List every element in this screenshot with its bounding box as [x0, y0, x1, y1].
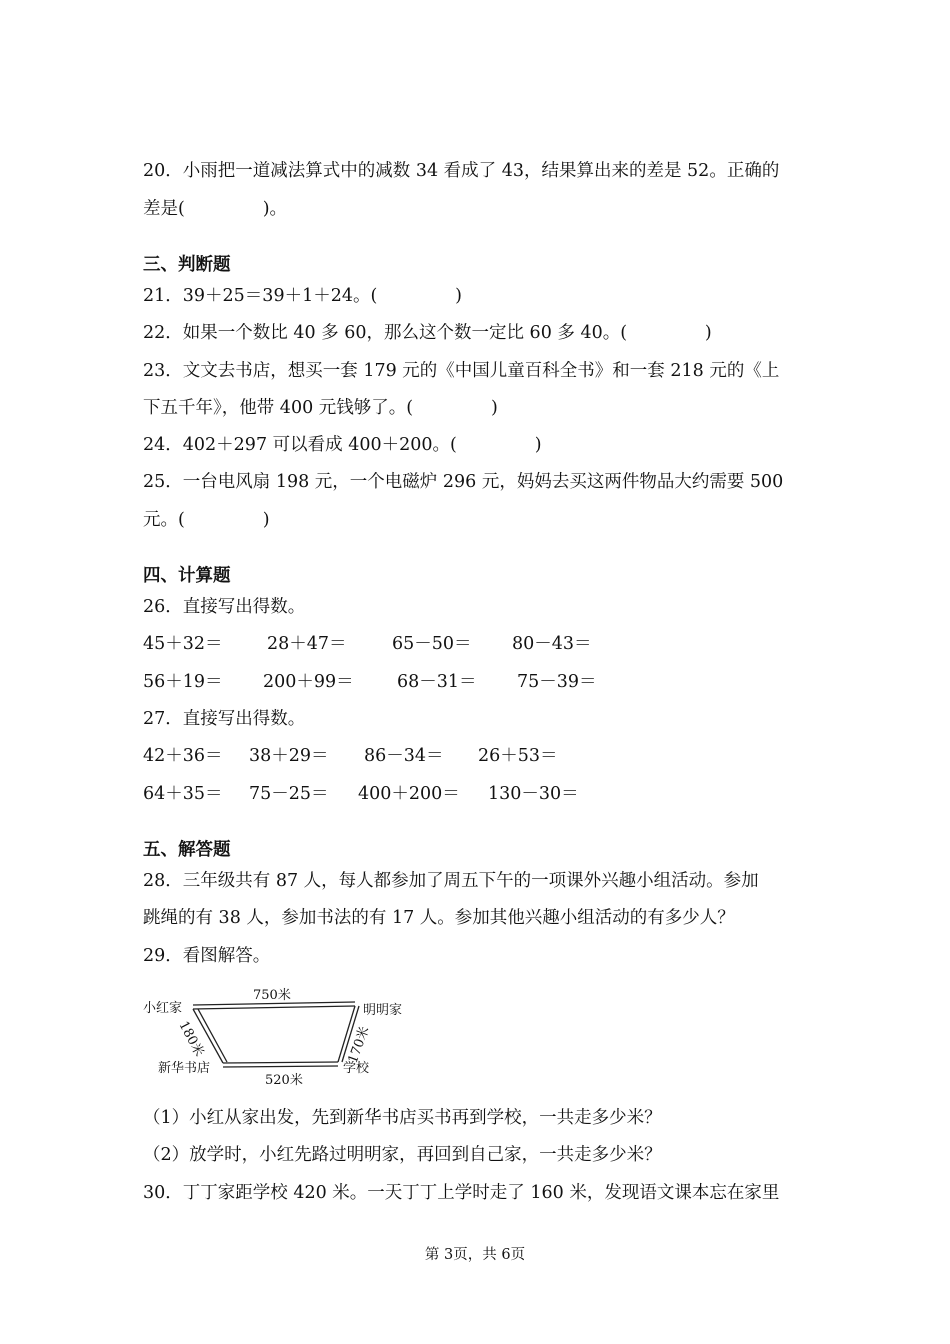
q30-line1: 30．丁丁家距学校 420 米。一天丁丁上学时走了 160 米，发现语文课本忘在家里: [143, 1183, 780, 1203]
q29-sub1: （1）小红从家出发，先到新华书店买书再到学校，一共走多少米？: [143, 1108, 662, 1128]
calc-item: 64＋35＝: [143, 784, 223, 804]
q28-line2: 跳绳的有 38 人，参加书法的有 17 人。参加其他兴趣小组活动的有多少人？: [143, 908, 735, 928]
calc-item: 26＋53＝: [478, 746, 558, 766]
calc-item: 38＋29＝: [249, 746, 329, 766]
section3-title: 三、判断题: [143, 255, 231, 275]
label-bookstore: 新华书店: [158, 1061, 211, 1076]
q20-line1: 20．小雨把一道减法算式中的减数 34 看成了 43，结果算出来的差是 52。正确的: [143, 161, 780, 181]
section4-title: 四、计算题: [143, 566, 231, 586]
q20-line2: 差是( )。: [143, 199, 288, 219]
q23-line1: 23．文文去书店，想买一套 179 元的《中国儿童百科全书》和一套 218 元的《上: [143, 361, 780, 381]
q25-line1: 25．一台电风扇 198 元，一个电磁炉 296 元，妈妈去买这两件物品大约需要 500: [143, 472, 784, 492]
calc-item: 75－39＝: [517, 672, 597, 692]
calc-item: 200＋99＝: [263, 672, 354, 692]
route-diagram: [143, 986, 418, 1086]
q29-prompt: 29．看图解答。: [143, 946, 271, 966]
page-footer: 第 3页，共 6页: [424, 1247, 526, 1263]
calc-item: 75－25＝: [249, 784, 329, 804]
q24: 24．402＋297 可以看成 400＋200。( ): [143, 435, 542, 455]
label-xiaohong-home: 小红家: [143, 1001, 183, 1016]
label-school: 学校: [343, 1061, 370, 1076]
q22: 22．如果一个数比 40 多 60，那么这个数一定比 60 多 40。( ): [143, 323, 712, 343]
calc-item: 42＋36＝: [143, 746, 223, 766]
calc-item: 28＋47＝: [267, 634, 347, 654]
section5-title: 五、解答题: [143, 840, 231, 860]
q28-line1: 28．三年级共有 87 人，每人都参加了周五下午的一项课外兴趣小组活动。参加: [143, 871, 759, 891]
q25-line2: 元。( ): [143, 510, 270, 530]
label-dist-bottom: 520米: [265, 1073, 303, 1086]
q23-line2: 下五千年》，他带 400 元钱够了。( ): [143, 398, 498, 418]
calc-item: 68－31＝: [397, 672, 477, 692]
q26-prompt: 26．直接写出得数。: [143, 597, 306, 617]
road-bottom: [223, 1062, 338, 1063]
calc-item: 130－30＝: [488, 784, 579, 804]
q29-sub2: （2）放学时，小红先路过明明家，再回到自己家，一共走多少米？: [143, 1145, 662, 1165]
calc-item: 86－34＝: [364, 746, 444, 766]
label-mingming-home: 明明家: [363, 1003, 403, 1018]
calc-item: 400＋200＝: [358, 784, 460, 804]
calc-item: 80－43＝: [512, 634, 592, 654]
label-dist-right: 170米: [345, 1024, 373, 1066]
q21: 21．39＋25＝39＋1＋24。( ): [143, 286, 463, 306]
calc-item: 45＋32＝: [143, 634, 223, 654]
q27-prompt: 27．直接写出得数。: [143, 709, 306, 729]
calc-item: 56＋19＝: [143, 672, 223, 692]
label-dist-top: 750米: [253, 988, 291, 1003]
label-dist-left: 180米: [175, 1018, 207, 1060]
calc-item: 65－50＝: [392, 634, 472, 654]
